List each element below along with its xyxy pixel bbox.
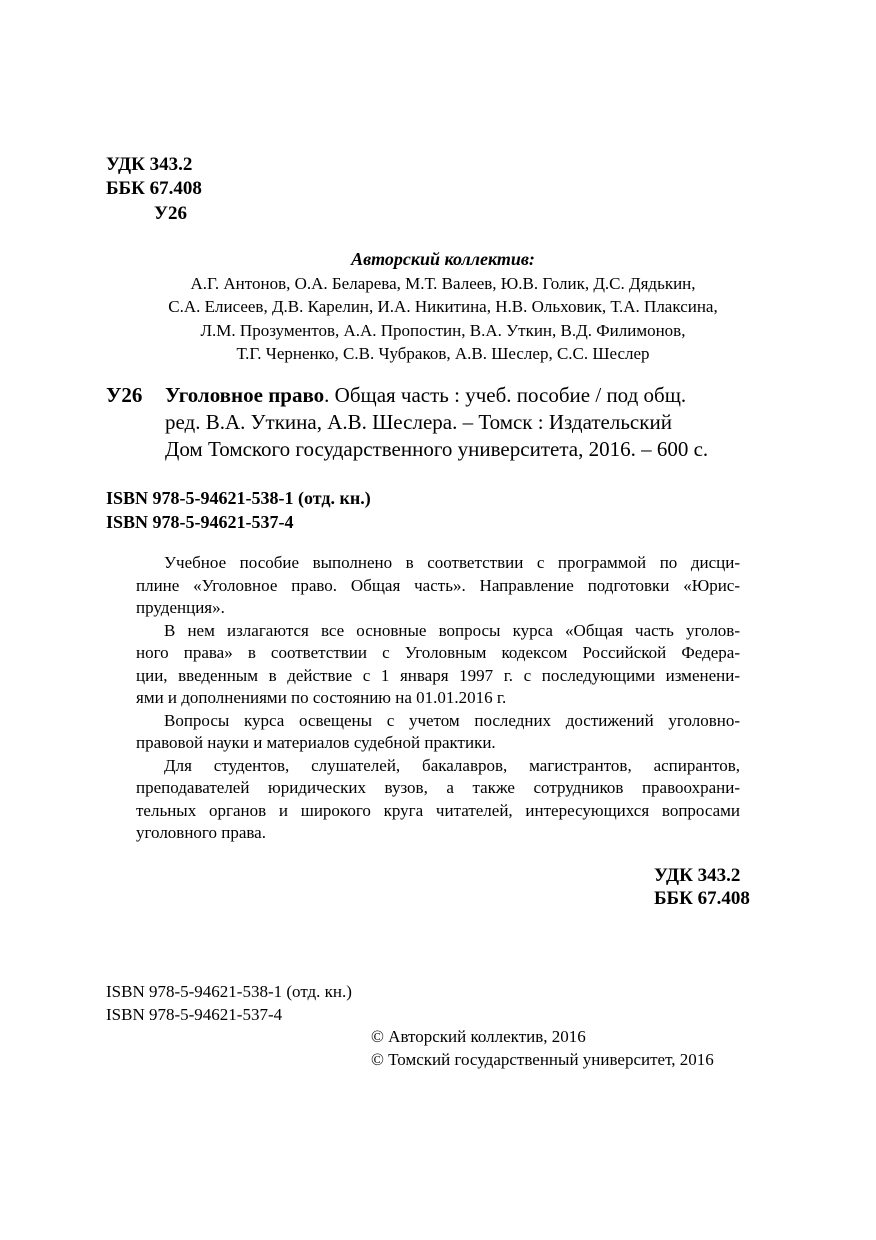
- isbn-bold-1: ISBN 978-5-94621-538-1 (отд. кн.): [106, 488, 371, 508]
- annotation-line: ции, введенным в действие с 1 января 1997 г. с последующими изменени-: [136, 665, 740, 685]
- annotation-line: В нем излагаются все основные вопросы курса «Общая часть уголов-: [164, 620, 740, 640]
- udk-code: УДК 343.2: [106, 154, 193, 175]
- authors-line: С.А. Елисеев, Д.В. Карелин, И.А. Никитина, Н.В. Ольховик, Т.А. Плаксина,: [168, 297, 718, 316]
- authors-line: Т.Г. Черненко, С.В. Чубраков, А.В. Шеслер, С.С. Шеслер: [236, 344, 650, 363]
- copyright-authors: © Авторский коллектив, 2016: [371, 1027, 586, 1046]
- bib-author-mark: У26: [106, 383, 143, 407]
- book-title: Уголовное право: [165, 383, 325, 407]
- annotation-line: ного права» в соответствии с Уголовным кодексом Российской Федера-: [136, 643, 740, 662]
- authors-line: А.Г. Антонов, О.А. Беларева, М.Т. Валеев, Ю.В. Голик, Д.С. Дядькин,: [190, 273, 696, 293]
- annotation-line: тельных органов и широкого круга читателей, интересующихся вопросами: [136, 800, 740, 820]
- annotation-line: правовой науки и материалов судебной практики.: [136, 733, 496, 752]
- isbn-plain-2: ISBN 978-5-94621-537-4: [106, 1005, 283, 1024]
- annotation: [136, 552, 740, 845]
- copyright-university: © Томский государственный университет, 2016: [371, 1050, 714, 1069]
- bib-entry-line-2: ред. В.А. Уткина, А.В. Шеслера. – Томск : Издательский: [165, 410, 672, 434]
- authors-collective: [100, 248, 786, 366]
- isbn-bold-2: ISBN 978-5-94621-537-4: [106, 512, 294, 532]
- bib-entry-line-3: Дом Томского государственного университета, 2016. – 600 с.: [165, 437, 709, 461]
- bib-entry-rest: . Общая часть : учеб. пособие / под общ.: [324, 383, 687, 407]
- annotation-line: Для студентов, слушателей, бакалавров, магистрантов, аспирантов,: [164, 755, 740, 775]
- udk-code-bottom: УДК 343.2: [654, 865, 741, 886]
- bbk-code: ББК 67.408: [106, 178, 202, 199]
- bib-entry-line-1: [165, 382, 686, 410]
- author-mark: У26: [154, 203, 187, 224]
- annotation-line: плине «Уголовное право. Общая часть». Направление подготовки «Юрис-: [136, 575, 740, 595]
- annotation-line: ями и дополнениями по состоянию на 01.01.2016 г.: [136, 688, 507, 707]
- authors-title: Авторский коллектив:: [351, 249, 535, 269]
- authors-line: Л.М. Прозументов, А.А. Пропостин, В.А. Уткин, В.Д. Филимонов,: [200, 320, 686, 340]
- isbn-plain-1: ISBN 978-5-94621-538-1 (отд. кн.): [106, 982, 352, 1001]
- annotation-line: Учебное пособие выполнено в соответствии с программой по дисци-: [164, 553, 740, 572]
- annotation-line: преподавателей юридических вузов, а также сотрудников правоохрани-: [136, 778, 740, 797]
- annotation-line: Вопросы курса освещены с учетом последних достижений уголовно-: [164, 710, 740, 730]
- annotation-line: уголовного права.: [136, 823, 266, 842]
- bbk-code-bottom: ББК 67.408: [654, 888, 750, 909]
- annotation-line: пруденция».: [136, 598, 225, 617]
